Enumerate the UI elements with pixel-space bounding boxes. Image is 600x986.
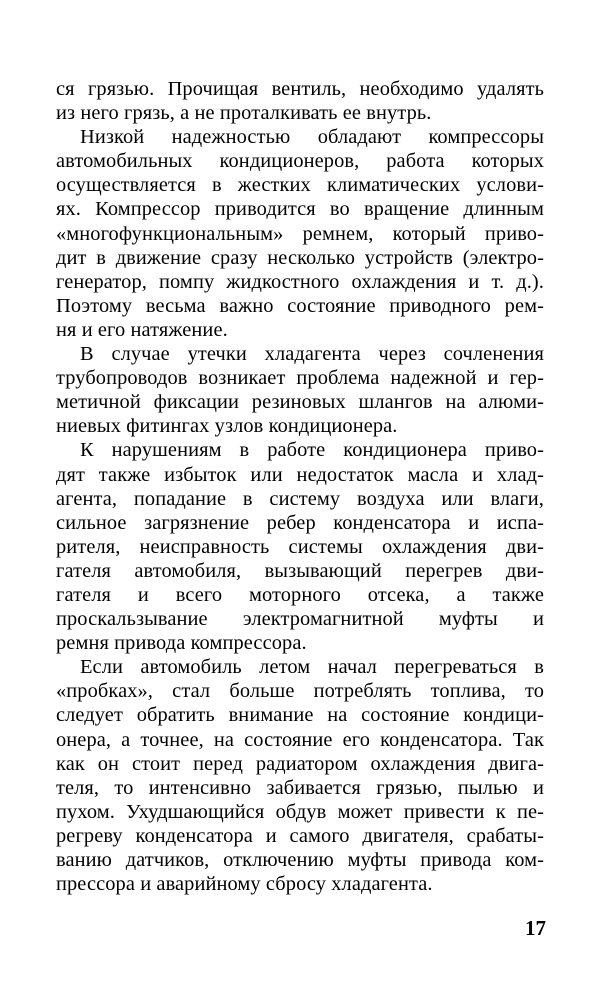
text-line: проскальзывание электромагнитной муфты и: [56, 608, 544, 631]
text-line: К нарушениям в работе кондиционера приво-: [80, 439, 544, 462]
text-line: рителя, неисправность системы охлаждения дви-: [56, 535, 544, 558]
paragraph-2: [56, 125, 544, 342]
text-line: Поэтому весьма важно состояние приводного рем-: [56, 294, 544, 317]
page-body: [56, 77, 544, 896]
text-line: гателя и всего моторного отсека, а также: [56, 583, 544, 606]
text-line: трубопроводов возникает проблема надежной и гер-: [56, 367, 544, 390]
paragraph-1: [56, 77, 544, 125]
text-line: «пробках», стал больше потреблять топлива, то: [56, 680, 544, 703]
text-line: ниевых фитингах узлов кондиционера.: [56, 415, 398, 438]
paragraph-4: [56, 438, 544, 655]
text-line: метичной фиксации резиновых шлангов на алюми-: [56, 391, 544, 414]
text-line: дит в движение сразу несколько устройств (электро-: [56, 246, 544, 269]
text-line: пухом. Ухудшающийся обдув может привести к пе-: [56, 800, 544, 823]
text-line: дят также избыток или недостаток масла и хлад-: [56, 463, 544, 486]
text-line: гателя автомобиля, вызывающий перегрев дви-: [56, 559, 544, 582]
paragraph-3: [56, 342, 544, 438]
text-line: следует обратить внимание на состояние кондици-: [56, 704, 544, 727]
text-line: онера, а точнее, на состояние его конденсатора. Так: [56, 728, 544, 751]
text-line: из него грязь, а не проталкивать ее внутрь.: [56, 102, 432, 125]
text-line: В случае утечки хладагента через сочленения: [80, 343, 544, 366]
text-line: ях. Компрессор приводится во вращение длинным: [56, 198, 544, 221]
paragraph-5: [56, 655, 544, 896]
text-line: прессора и аварийному сбросу хладагента.: [56, 873, 433, 896]
text-line: сильное загрязнение ребер конденсатора и испа-: [56, 511, 544, 534]
text-line: теля, то интенсивно забивается грязью, пылью и: [56, 776, 544, 799]
text-line: ся грязью. Прочищая вентиль, необходимо удалять: [56, 78, 544, 100]
text-line: «многофункциональным» ремнем, который приво-: [56, 222, 544, 245]
text-line: регреву конденсатора и самого двигателя, срабаты-: [56, 824, 544, 847]
text-line: автомобильных кондиционеров, работа которых: [56, 150, 544, 173]
text-line: Низкой надежностью обладают компрессоры: [80, 126, 544, 149]
text-line: генератор, помпу жидкостного охлаждения и т. д.).: [56, 270, 544, 293]
text-line: Если автомобиль летом начал перегреваться в: [80, 656, 544, 679]
text-line: ремня привода компрессора.: [56, 632, 307, 655]
text-line: осуществляется в жестких климатических услови-: [56, 174, 544, 197]
text-line: как он стоит перед радиатором охлаждения двига-: [56, 752, 544, 775]
text-line: агента, попадание в систему воздуха или влаги,: [56, 487, 544, 510]
text-line: ванию датчиков, отключению муфты привода ком-: [56, 849, 544, 871]
page-number: 17: [525, 916, 546, 940]
text-line: ня и его натяжение.: [56, 318, 228, 341]
